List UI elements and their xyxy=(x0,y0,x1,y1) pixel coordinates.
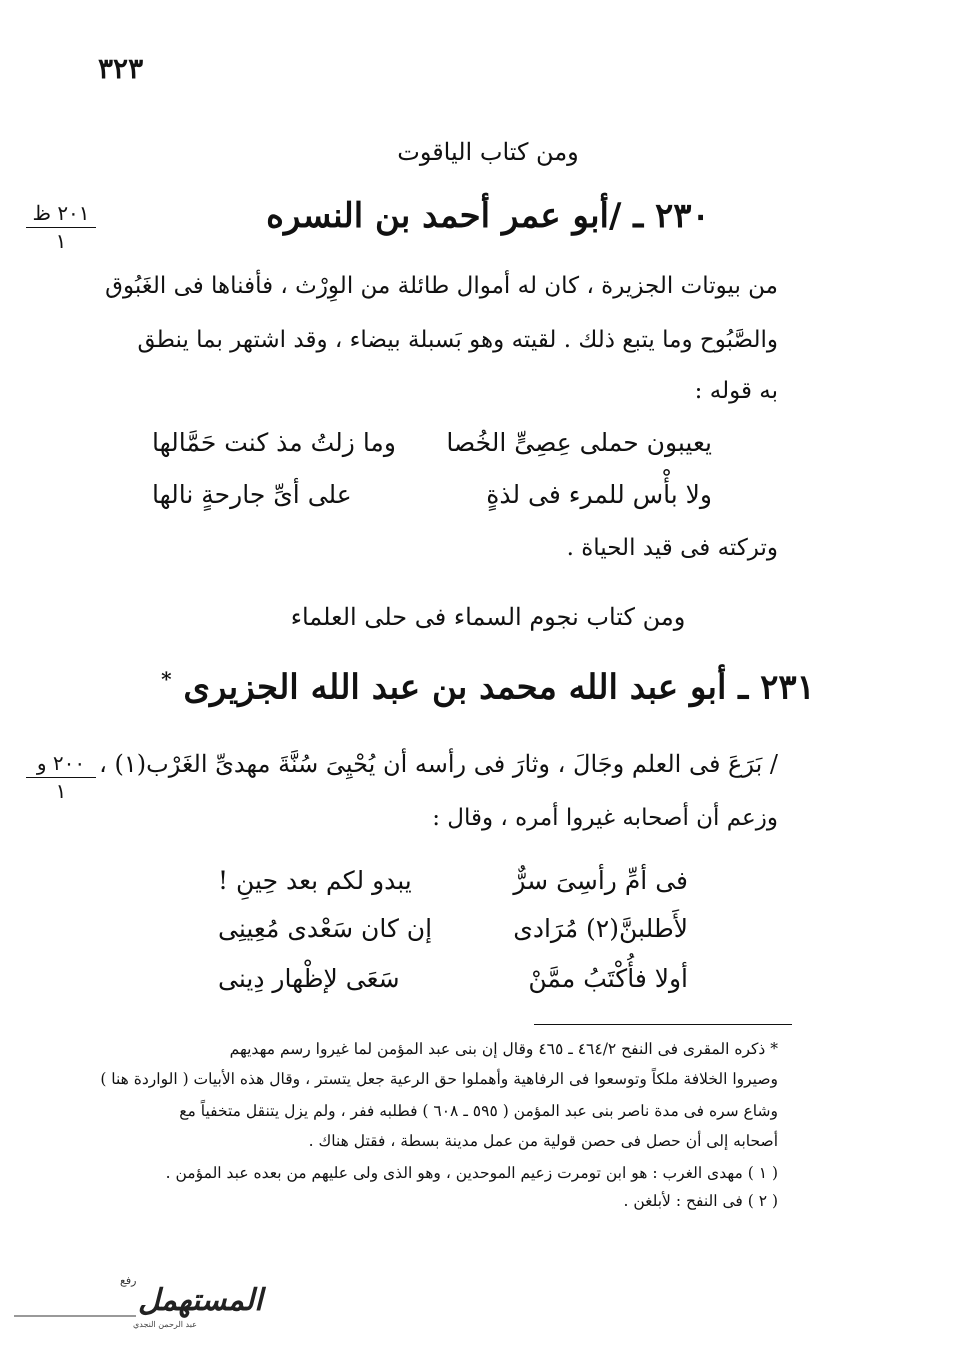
stamp-subtext: عبد الرحمن النجدي xyxy=(133,1320,197,1329)
stamp-raf: رفع xyxy=(120,1274,137,1287)
footnote-line: وشاع سره فى مدة ناصر بنى عبد المؤمن ( ٥٩٥ ـ ٦٠٨ ) فطلبه ففر ، ولم يزل يتنقل متخفياً مع xyxy=(179,1102,778,1120)
stamp-text: المستهمل xyxy=(138,1283,263,1318)
verse-line xyxy=(152,428,712,468)
source-heading: ومن كتاب الياقوت xyxy=(397,138,579,166)
prose-line: به قوله : xyxy=(694,378,778,404)
entry-title-footnote-mark: * xyxy=(161,667,172,691)
verse-first-hemistich: لأَطلبنَّ(٢) مُرَادى xyxy=(513,914,688,943)
library-stamp-logo xyxy=(8,1272,263,1332)
verse-second-hemistich: سَعَى لإظْهار دِينى xyxy=(218,964,400,993)
verse-line xyxy=(218,914,688,954)
page-number: ٣٢٣ xyxy=(98,52,144,85)
verse-second-hemistich: وما زلتُ مذ كنت حَمَّالها xyxy=(152,428,396,457)
stamp-graphic xyxy=(8,1272,263,1332)
verse-second-hemistich: يبدو لكم بعد حِينِ ! xyxy=(218,866,412,895)
verse-first-hemistich: أولا فأُكْتَبُ ممَّنْ xyxy=(528,964,688,993)
verse-first-hemistich: فى أمِّ رأسِىَ سرٌّ xyxy=(513,866,688,895)
entry-title-text: ٢٣١ ـ أبو عبد الله محمد بن عبد الله الجزيرى xyxy=(183,667,815,708)
folio-line: ١ xyxy=(55,229,67,253)
verse-line xyxy=(218,866,688,906)
entry-title: ٢٣٠ ـ /أبو عمر أحمد بن النسره xyxy=(266,196,710,236)
entry-title xyxy=(0,667,956,707)
source-heading: ومن كتاب نجوم السماء فى حلى العلماء xyxy=(290,603,686,631)
prose-line: / بَرَعَ فى العلم وجَالَ ، وثارَ فى رأسه أن يُحْيِىَ سُنَّةَ مهدىِّ الغَرْب(١) ، xyxy=(99,750,778,778)
verse-line xyxy=(152,480,712,520)
footnote-line: وصيروا الخلافة ملكاً وتوسعوا فى الرفاهية وأهملوا حق الرعية جعل يتستر ، وقال هذه الأبيات ( الواردة هنا ) xyxy=(100,1070,778,1088)
footnote-line: ( ١ ) مهدى الغرب : هو ابن تومرت زعيم الموحدين ، وهو الذى ولى عليهم من بعده عبد المؤمن . xyxy=(165,1164,778,1182)
footnote-separator xyxy=(534,1024,792,1025)
footnote-line: أصحابه إلى أن حصل فى حصن قولية من عمل مدينة بسطة ، فقتل هناك . xyxy=(308,1132,778,1150)
folio-number: ٢٠١ ظ xyxy=(26,200,96,228)
prose-line: من بيوتات الجزيرة ، كان له أموال طائلة من الوِرْث ، فأفناها فى الغَبُوق xyxy=(105,273,778,299)
folio-line: ١ xyxy=(55,779,67,803)
prose-line: وزعم أن أصحابه غيروا أمره ، وقال : xyxy=(432,805,778,831)
margin-folio-reference xyxy=(26,750,96,804)
verse-first-hemistich: ولا بأْس للمرء فى لذةٍ xyxy=(486,480,712,509)
verse-line xyxy=(218,964,688,1004)
verse-second-hemistich: على أىِّ جارحةٍ نالها xyxy=(152,480,352,509)
verse-first-hemistich: يعيبون حملى عِصِىٍّ الخُصا xyxy=(446,428,712,457)
footnote-line: ( ٢ ) فى النفح : لأبلغن . xyxy=(623,1192,778,1210)
footnote-line: * ذكره المقرى فى النفح ٤٦٤/٢ ـ ٤٦٥ وقال إن بنى عبد المؤمن لما غيروا رسم مهديهم xyxy=(229,1040,778,1058)
folio-number: ٢٠٠ و xyxy=(26,750,96,778)
verse-second-hemistich: إن كان سَعْدى مُعِينِى xyxy=(218,914,433,943)
prose-line: والصَّبُوح وما يتبع ذلك . لقيته وهو بَسبلة بيضاء ، وقد اشتهر بما ينطق xyxy=(137,327,778,353)
closing-line: وتركته فى قيد الحياة . xyxy=(566,535,778,561)
